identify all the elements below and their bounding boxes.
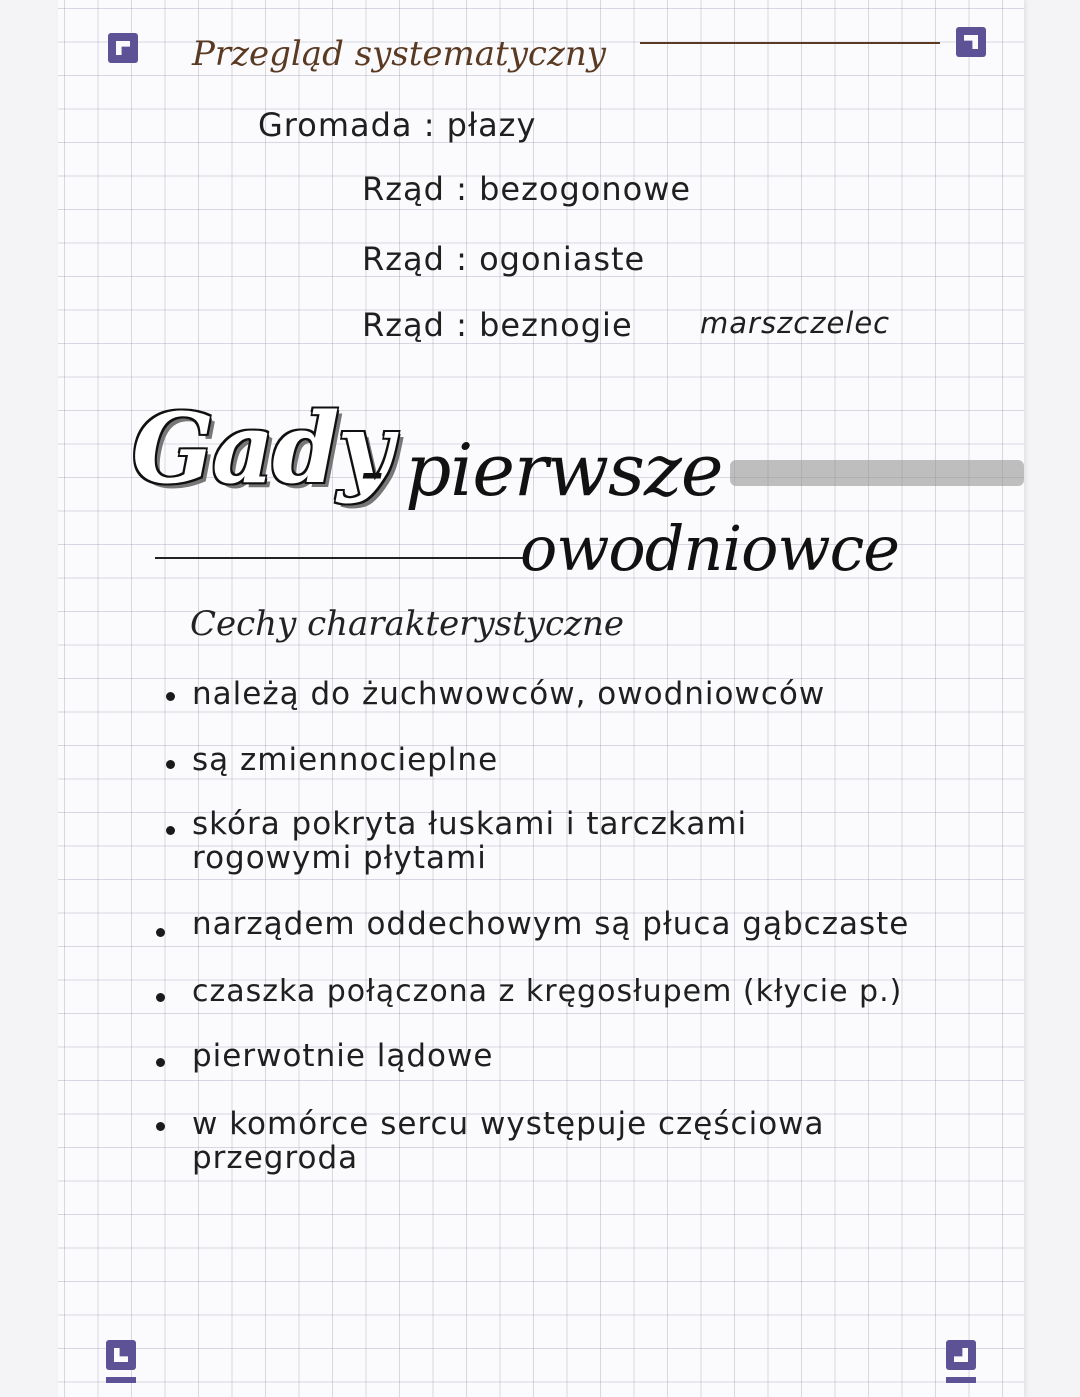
feature-item: należą do żuchwowców, owodniowców (192, 676, 826, 712)
feature-item-continuation: przegroda (192, 1140, 359, 1176)
feature-item: narządem oddechowym są płuca gąbczaste (192, 906, 910, 942)
bullet-icon (166, 760, 175, 769)
feature-item: są zmiennocieplne (192, 742, 499, 778)
features-heading: Cechy charakterystyczne (190, 604, 624, 644)
order-note: marszczelec (700, 306, 891, 340)
bullet-icon (156, 1058, 165, 1067)
highlighter-smudge (730, 460, 1024, 486)
header-title: Przegląd systematyczny (192, 34, 606, 74)
bullet-icon (156, 928, 165, 937)
section-title-last: owodniowce (520, 512, 899, 585)
feature-item: pierwotnie lądowe (192, 1038, 494, 1074)
bullet-icon (156, 993, 165, 1002)
bullet-icon (156, 1122, 165, 1131)
class-line: Gromada : płazy (258, 106, 537, 144)
feature-item-continuation: rogowymi płytami (192, 840, 487, 876)
feature-item: w komórce sercu występuje częściowa (192, 1106, 825, 1142)
corner-mark-bottom-right-icon (946, 1340, 976, 1370)
order-line-1: Rząd : bezogonowe (362, 170, 692, 208)
section-title-rest: - pierwsze (360, 428, 723, 512)
header-underline (640, 42, 940, 44)
bullet-icon (166, 826, 175, 835)
order-line-2: Rząd : ogoniaste (362, 240, 646, 278)
corner-bar-bottom-left (106, 1377, 136, 1383)
corner-mark-bottom-left-icon (106, 1340, 136, 1370)
bullet-icon (166, 692, 175, 701)
corner-bar-bottom-right (946, 1377, 976, 1383)
corner-mark-top-right-icon (956, 27, 986, 57)
feature-item: czaszka połączona z kręgosłupem (kłycie p.) (192, 974, 903, 1009)
section-title-underline (155, 557, 525, 559)
section-title-word: Gady (132, 392, 392, 505)
feature-item: skóra pokryta łuskami i tarczkami (192, 806, 748, 842)
order-line-3: Rząd : beznogie (362, 306, 633, 344)
corner-mark-top-left-icon (108, 33, 138, 63)
